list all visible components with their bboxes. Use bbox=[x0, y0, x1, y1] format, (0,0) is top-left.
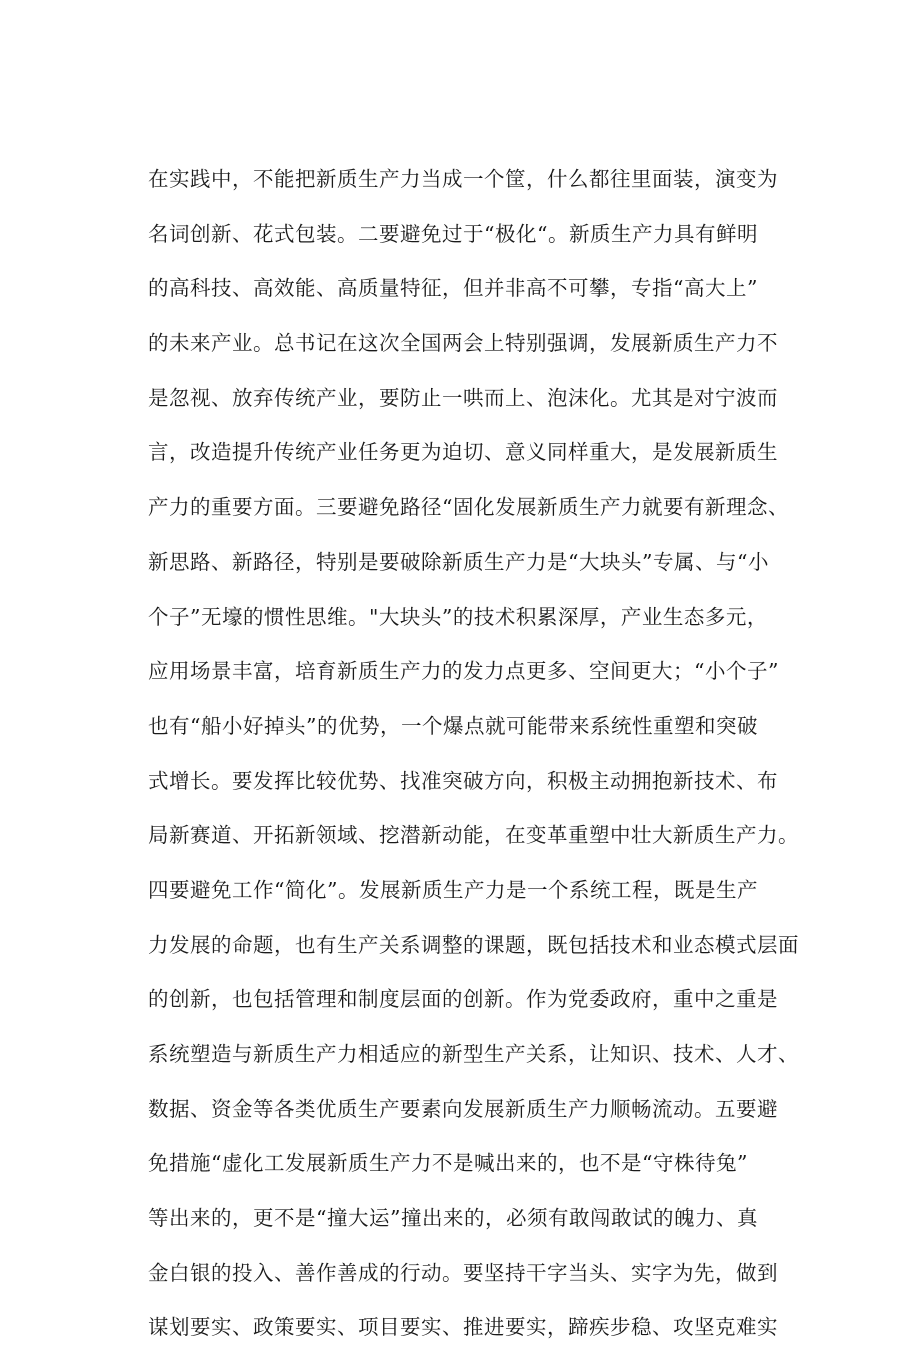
text-line: 在实践中，不能把新质生产力当成一个筐，什么都往里面装，演变为 bbox=[148, 167, 778, 191]
text-line: 免措施“虚化工发展新质生产力不是喊出来的，也不是“守株待兔” bbox=[148, 1151, 748, 1176]
text-line: 言，改造提升传统产业任务更为迫切、意义同样重大，是发展新质生 bbox=[148, 440, 778, 465]
text-line: 式增长。要发挥比较优势、找准突破方向，积极主动拥抱新技术、布 bbox=[148, 768, 778, 793]
text-line: 的创新，也包括管理和制度层面的创新。作为党委政府，重中之重是 bbox=[148, 987, 778, 1012]
text-line: 是忽视、放弃传统产业，要防止一哄而上、泡沫化。尤其是对宁波而 bbox=[148, 385, 778, 410]
text-line: 数据、资金等各类优质生产要素向发展新质生产力顺畅流动。五要避 bbox=[148, 1096, 778, 1121]
text-line: 局新赛道、开拓新领域、挖潜新动能，在变革重塑中壮大新质生产力。 bbox=[148, 823, 799, 848]
text-line: 金白银的投入、善作善成的行动。要坚持干字当头、实字为先，做到 bbox=[148, 1260, 778, 1285]
text-line: 等出来的，更不是“撞大运”撞出来的，必须有敢闯敢试的魄力、真 bbox=[148, 1206, 758, 1231]
text-line: 新思路、新路径，特别是要破除新质生产力是“大块头”专属、与“小 bbox=[148, 549, 769, 574]
text-line: 的未来产业。总书记在这次全国两会上特别强调，发展新质生产力不 bbox=[148, 331, 778, 356]
body-paragraph bbox=[148, 152, 808, 1355]
text-line: 四要避免工作“简化”。发展新质生产力是一个系统工程，既是生产 bbox=[148, 877, 758, 902]
text-line: 的高科技、高效能、高质量特征，但并非高不可攀，专指“高大上” bbox=[148, 276, 758, 301]
text-line: 谋划要实、政策要实、项目要实、推进要实，蹄疾步稳、攻坚克难实 bbox=[148, 1315, 778, 1340]
text-line: 名词创新、花式包装。二要避免过于“极化“。新质生产力具有鲜明 bbox=[148, 221, 758, 246]
text-line: 产力的重要方面。三要避免路径“固化发展新质生产力就要有新理念、 bbox=[148, 495, 789, 520]
text-line: 系统塑造与新质生产力相适应的新型生产关系，让知识、技术、人才、 bbox=[148, 1042, 799, 1066]
text-line: 应用场景丰富，培育新质生产力的发力点更多、空间更大；“小个子” bbox=[148, 659, 779, 684]
text-line: 个子”无壕的惯性思维。"大块头”的技术积累深厚，产业生态多元， bbox=[148, 604, 768, 629]
text-line: 也有“船小好掉头”的优势，一个爆点就可能带来系统性重塑和突破 bbox=[148, 713, 758, 738]
text-line: 力发展的命题，也有生产关系调整的课题，既包括技术和业态模式层面 bbox=[148, 932, 799, 957]
